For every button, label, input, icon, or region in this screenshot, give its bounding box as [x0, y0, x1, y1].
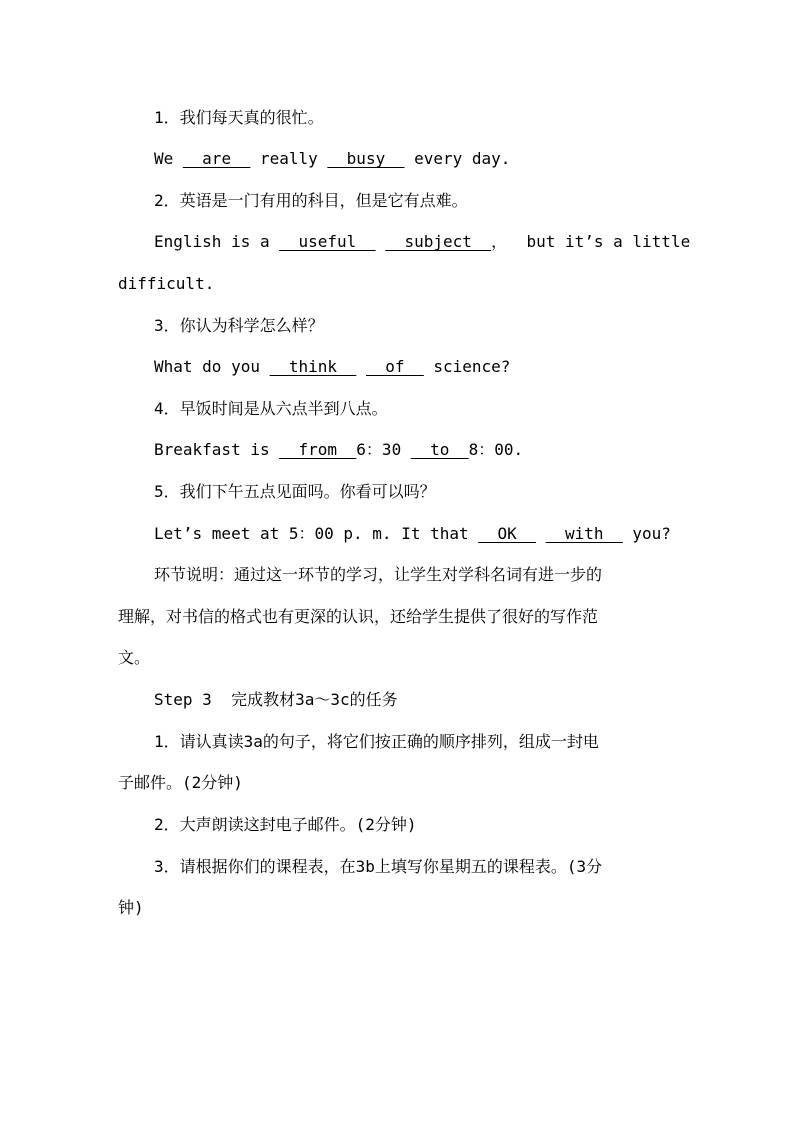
item-4-chinese: 4．早饭时间是从六点半到八点。 — [154, 399, 388, 418]
answer-blank: __of__ — [365, 357, 424, 376]
item-3-chinese: 3．你认为科学怎么样？ — [154, 316, 324, 335]
task-3-line-2: 钟) — [118, 898, 144, 917]
answer-blank: __from__ — [279, 440, 357, 459]
text-segment: ， but it’s a little — [491, 232, 691, 251]
text-segment — [376, 232, 386, 251]
task-2: 2．大声朗读这封电子邮件。(2分钟) — [154, 815, 417, 834]
item-2-english-continued: difficult. — [118, 274, 215, 293]
answer-blank: __subject__ — [385, 232, 492, 251]
text-segment: Let’s meet at 5：00 p. m. It that — [154, 524, 479, 543]
text-segment: you? — [622, 524, 671, 543]
task-3-line-1: 3．请根据你们的课程表，在3b上填写你星期五的课程表。(3分 — [154, 857, 603, 876]
item-1-chinese: 1．我们每天真的很忙。 — [154, 108, 324, 127]
answer-blank: __to__ — [410, 440, 469, 459]
answer-blank: __OK__ — [478, 524, 537, 543]
section-note-line-3: 文。 — [118, 648, 151, 667]
item-4-english — [154, 439, 680, 461]
step-3-heading: Step 3 完成教材3a～3c的任务 — [154, 690, 398, 709]
section-note-line-1: 环节说明：通过这一环节的学习，让学生对学科名词有进一步的 — [154, 565, 603, 584]
text-segment: 8：00. — [468, 440, 524, 459]
section-note-line-2: 理解，对书信的格式也有更深的认识，还给学生提供了很好的写作范 — [118, 607, 599, 626]
item-1-english — [154, 148, 680, 170]
text-segment: What do you — [154, 357, 270, 376]
text-segment: really — [250, 149, 328, 168]
text-segment: English is a — [154, 232, 280, 251]
item-2-english — [154, 231, 691, 253]
text-segment — [536, 524, 546, 543]
item-5-chinese: 5．我们下午五点见面吗。你看可以吗？ — [154, 482, 436, 501]
answer-blank: __with__ — [545, 524, 623, 543]
answer-blank: __are__ — [182, 149, 251, 168]
text-segment — [356, 357, 366, 376]
answer-blank: __busy__ — [327, 149, 405, 168]
text-segment: We — [154, 149, 183, 168]
item-2-chinese: 2．英语是一门有用的科目，但是它有点难。 — [154, 191, 468, 210]
answer-blank: __think__ — [269, 357, 357, 376]
item-5-english — [154, 523, 680, 545]
task-1-line-2: 子邮件。(2分钟) — [118, 773, 243, 792]
text-segment: 6：30 — [356, 440, 411, 459]
item-3-english — [154, 356, 680, 378]
text-segment: Breakfast is — [154, 440, 280, 459]
answer-blank: __useful__ — [279, 232, 376, 251]
text-segment: science? — [423, 357, 511, 376]
text-segment: every day. — [404, 149, 511, 168]
task-1-line-1: 1．请认真读3a的句子，将它们按正确的顺序排列，组成一封电 — [154, 732, 599, 751]
